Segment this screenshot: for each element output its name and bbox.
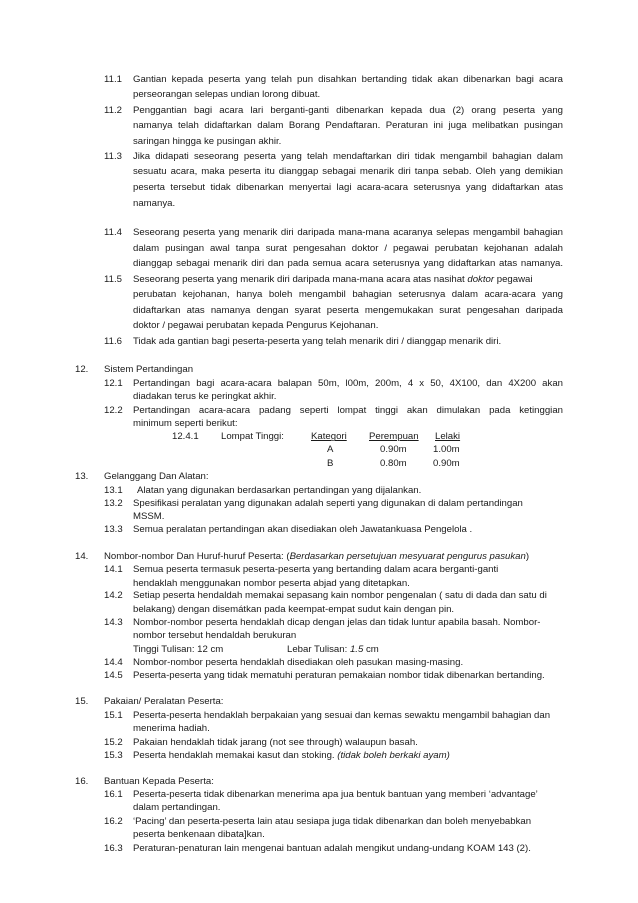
item-text: namanya telah didaftarkan dalam Borang Pendaftaran. Peraturan ini juga melibatkan pusingan — [133, 120, 563, 131]
item-text: hendaklah menggunakan nombor peserta abjad yang ditetapkan. — [133, 577, 410, 589]
item-number: 13.3 — [104, 524, 123, 536]
section-title: Sistem Pertandingan — [104, 364, 194, 376]
item-text: sesuatu acara, maka peserta itu dianggap sebagai menarik diri tanpa sebab. Oleh yang demikian — [133, 166, 563, 177]
item-text: Penggantian bagi acara lari berganti-ganti dibenarkan kepada dua (2) orang peserta yang — [133, 105, 563, 116]
item-text: doktor / pegawai perubatan kepada Pengurus Kejohanan. — [133, 320, 379, 331]
item-text: perubatan kejohanan, hanya boleh mengambil bahagian seterusnya dalam acara-acara yang — [133, 289, 563, 300]
item-number: 14.4 — [104, 656, 123, 668]
table-cell-lelaki: 1.00m — [433, 444, 460, 456]
item-text: Nombor-nombor peserta hendaklah disediakan oleh pasukan masing-masing. — [133, 656, 464, 668]
section-title: Pakaian/ Peralatan Peserta: — [104, 696, 224, 708]
section-title: Bantuan Kepada Peserta: — [104, 776, 214, 788]
item-number: 16.2 — [104, 815, 123, 827]
item-text: peserta benkenaan dibata]kan. — [133, 829, 265, 841]
table-header-perempuan: Perempuan — [369, 431, 419, 443]
table-number: 12.4.1 — [172, 431, 199, 443]
table-cell-perempuan: 0.90m — [380, 444, 407, 456]
item-text: ‘Pacing’ dan peserta-peserta lain atau sesiapa juga tidak dibenarkan dan boleh menyebabkan — [133, 815, 532, 827]
text-run-italic: (tidak boleh berkaki ayam) — [337, 749, 450, 761]
section-title — [104, 551, 529, 563]
text-run: pegawai — [494, 274, 533, 285]
table-header-lelaki: Lelaki — [435, 431, 461, 443]
item-text: saringan hingga ke pusingan akhir. — [133, 136, 282, 147]
item-text: Pakaian hendaklah tidak jarang (not see through) walaupun basah. — [133, 736, 418, 748]
text-run-italic: doktor — [467, 274, 495, 285]
item-text: Pertandingan bagi acara-acara balapan 50m, l00m, 200m, 4 x 50, 4X100, dan 4X200 akan — [133, 378, 563, 390]
table-cell-perempuan: 0.80m — [380, 458, 407, 470]
item-text: diadakan terus ke peringkat akhir. — [133, 390, 277, 402]
item-text: nombor tersebut hendaldah berukuran — [133, 630, 297, 642]
item-text: Tidak ada gantian bagi peserta-peserta yang telah menarik diri / dianggap menarik diri. — [133, 336, 502, 347]
item-text: dianggap sebagai menarik diri dan pada semua acara seterusnya yang didaftarkan atas namanya. — [133, 258, 563, 269]
item-text: Peserta-peserta tidak dibenarkan menerima apa jua bentuk bantuan yang memberi ‘advantage’ — [133, 789, 538, 801]
item-text: Seseorang peserta yang menarik diri daripada mana-mana acaranya selepas mengambil bahagian — [133, 227, 563, 238]
item-text: dalam pertandingan. — [133, 802, 221, 814]
section-number: 13. — [75, 470, 89, 482]
item-text: MSSM. — [133, 511, 165, 523]
item-text: Nombor-nombor peserta hendaklah dicap dengan jelas dan tidak luntur apabila basah. Nombor- — [133, 617, 541, 629]
item-text: Tinggi Tulisan: 12 cm — [133, 643, 224, 655]
item-text: peserta tersebut tidak dibenarkan menyertai lagi acara-acara seterusnya yang didaftarkan atas — [133, 182, 563, 193]
table-cell-kategori: A — [327, 444, 334, 456]
item-text — [287, 644, 379, 656]
item-number: 12.2 — [104, 404, 123, 416]
item-number: 11.6 — [104, 336, 122, 347]
item-text: perseorangan selepas undian lorong dibuat. — [133, 89, 321, 100]
item-text: Peserta-peserta hendaklah berpakaian yang sesuai dan kemas sewaktu mengambil bahagian dan — [133, 710, 551, 722]
item-number: 14.2 — [104, 590, 123, 602]
text-run: Peserta hendaklah memakai kasut dan stoking. — [133, 749, 338, 761]
item-number: 11.1 — [104, 74, 122, 85]
item-number: 14.1 — [104, 563, 123, 575]
item-text: belakang) dengan disemátkan pada keempat-empat sudut kain dengan pin. — [133, 604, 455, 616]
section-number: 14. — [75, 550, 89, 562]
text-run: ) — [525, 550, 530, 562]
item-number: 16.3 — [104, 842, 123, 854]
item-text: Gantian kepada peserta yang telah pun disahkan bertanding tidak akan dibenarkan bagi acara — [133, 74, 563, 85]
text-run-italic: 1.5 — [349, 643, 364, 655]
item-number: 15.1 — [104, 710, 123, 722]
item-text: Semua peserta termasuk peserta-peserta yang bertanding dalam acara berganti-ganti — [133, 563, 499, 575]
item-text: Semua peralatan pertandingan akan disediakan oleh Jawatankuasa Pengelola . — [133, 524, 473, 536]
table-cell-kategori: B — [327, 458, 334, 470]
table-header-kategori: Kategori — [311, 431, 347, 443]
section-number: 16. — [75, 776, 89, 788]
section-title: Gelanggang Dan Alatan: — [104, 470, 209, 482]
item-number: 16.1 — [104, 789, 123, 801]
section-number: 15. — [75, 696, 89, 708]
item-number: 11.2 — [104, 105, 122, 116]
item-text: Peserta-peserta yang tidak mematuhi peraturan pemakaian nombor tidak dibenarkan bertanding. — [133, 670, 545, 682]
table-cell-lelaki: 0.90m — [433, 458, 460, 470]
table-label: Lompat Tinggi: — [221, 431, 284, 443]
text-run-italic: Berdasarkan persetujuan mesyuarat pengurus pasukan — [289, 550, 526, 562]
section-number: 12. — [75, 364, 89, 376]
text-run: Lebar Tulisan: — [287, 643, 350, 655]
item-text: Alatan yang digunakan berdasarkan pertandingan yang dijalankan. — [137, 484, 422, 496]
item-number: 13.1 — [104, 484, 123, 496]
item-number: 14.5 — [104, 670, 123, 682]
item-number: 11.5 — [104, 274, 122, 285]
item-text — [133, 274, 532, 286]
text-run: cm — [363, 643, 379, 655]
text-run: Seseorang peserta yang menarik diri daripada mana-mana acara atas nasihat — [133, 274, 468, 285]
item-text: Jika didapati seseorang peserta yang telah mendaftarkan diri tidak mengambil bahagian dalam — [133, 151, 563, 162]
item-number: 12.1 — [104, 378, 123, 390]
item-text: minimum seperti berikut: — [133, 417, 238, 429]
item-number: 11.3 — [104, 151, 122, 162]
item-text: Spesifikasi peralatan yang digunakan adalah seperti yang digunakan di dalam pertandingan — [133, 497, 523, 509]
text-run: Nombor-nombor Dan Huruf-huruf Peserta: ( — [104, 550, 290, 562]
item-number: 14.3 — [104, 617, 123, 629]
item-text — [133, 750, 450, 762]
item-text: didaftarkan atas namanya dengan syarat peserta mengemukakan surat pengesahan daripada — [133, 305, 563, 316]
item-text: dalam pusingan awal tanpa surat pengesahan doktor / pegawai perubatan kejohanan adalah — [133, 243, 563, 254]
item-number: 13.2 — [104, 497, 123, 509]
item-number: 15.2 — [104, 736, 123, 748]
item-text: Pertandingan acara-acara padang seperti lompat tinggi akan dimulakan pada ketinggian — [133, 404, 563, 416]
item-text: namanya. — [133, 198, 176, 209]
item-text: menerima hadiah. — [133, 722, 210, 734]
item-text: Peraturan-penaturan lain mengenai bantuan adalah mengikut undang-undang KOAM 143 (2). — [133, 842, 531, 854]
item-number: 11.4 — [104, 227, 122, 238]
item-number: 15.3 — [104, 749, 123, 761]
item-text: Setiap peserta hendaldah memakai sepasang kain nombor pengenalan ( satu di dada dan satu di — [133, 590, 547, 602]
